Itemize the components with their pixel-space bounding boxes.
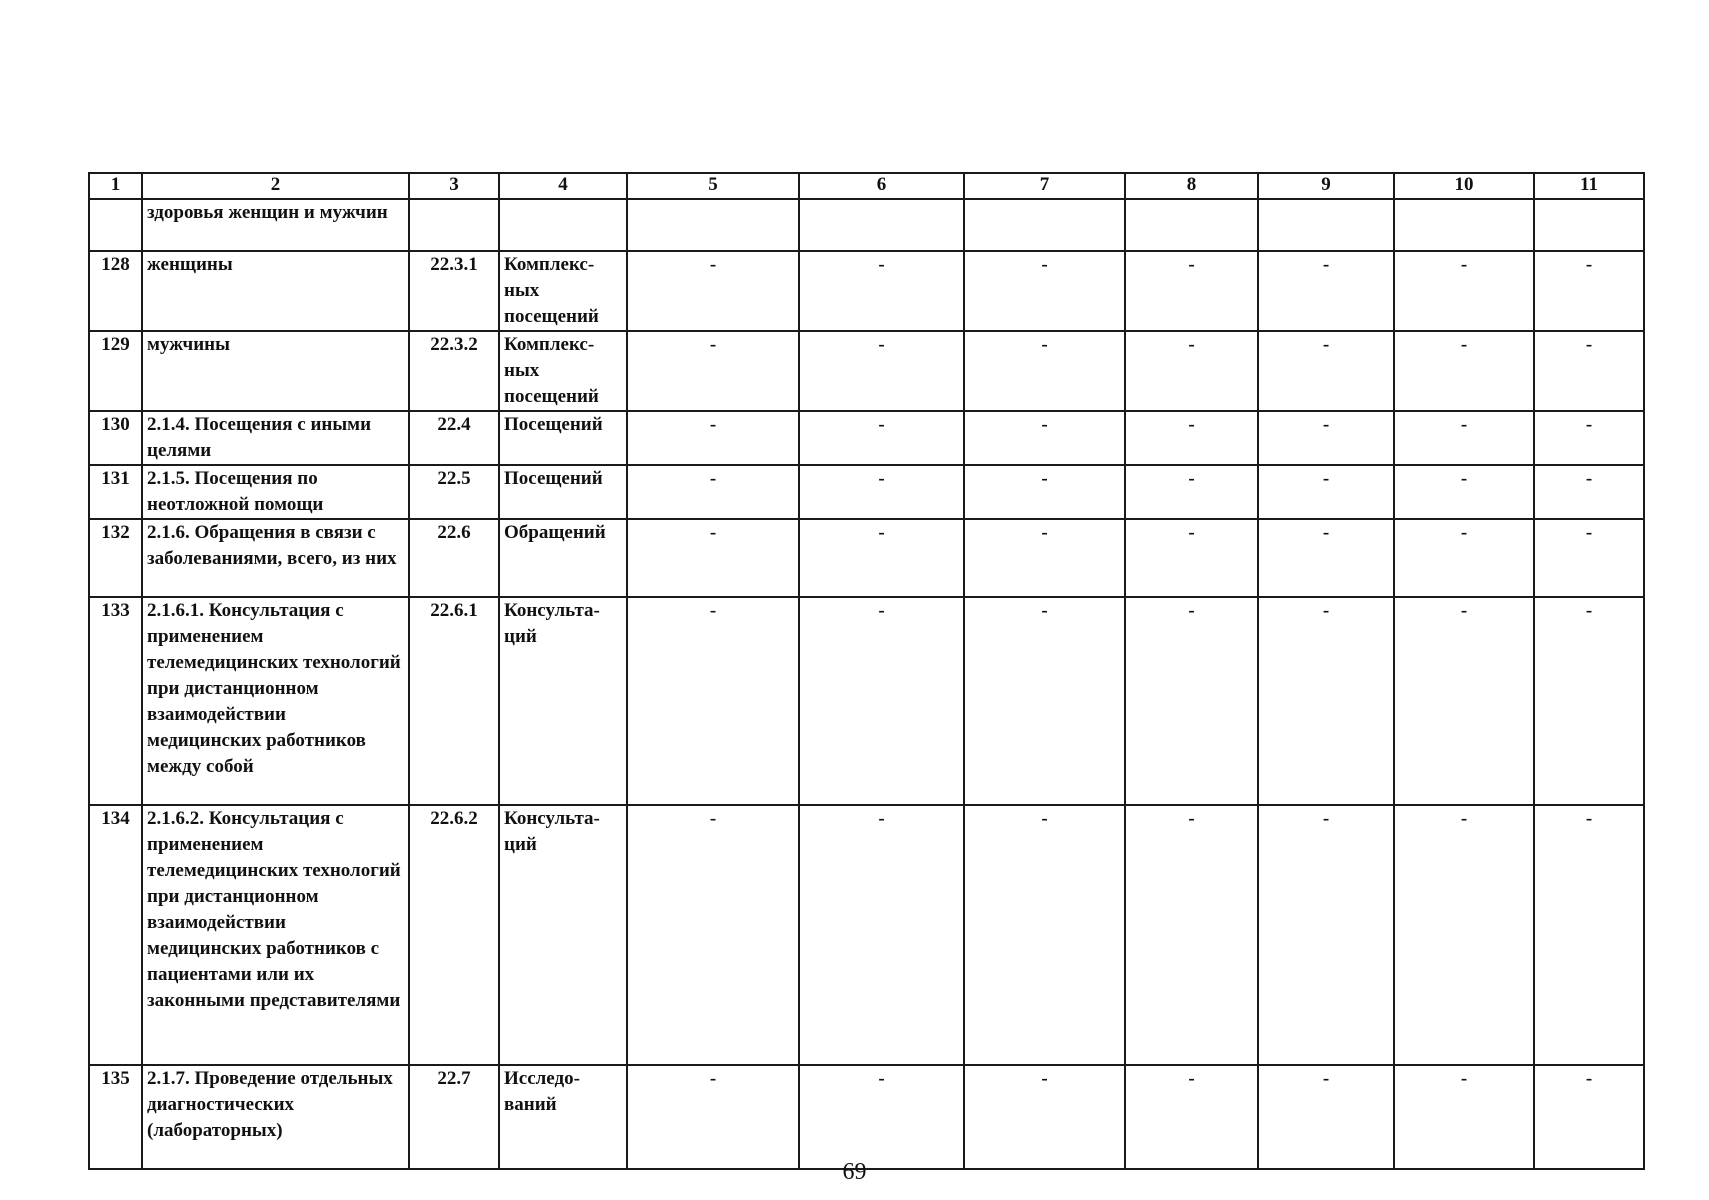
row-value-5: - [627, 411, 799, 465]
row-name: 2.1.4. Посещения с иными целями [142, 411, 409, 465]
row-unit: Консульта-ций [499, 597, 627, 805]
row-value-11: - [1534, 331, 1644, 411]
row-value-11: - [1534, 1065, 1644, 1169]
row-value-7: - [964, 465, 1125, 519]
row-value-6: - [799, 519, 964, 597]
row-value-6: - [799, 465, 964, 519]
row-number: 133 [89, 597, 142, 805]
row-name: 2.1.6.1. Консультация с применением телемедицинских технологий при дистанционном взаимодействии медицинских работников между собой [142, 597, 409, 805]
table-row [89, 199, 1644, 251]
row-name: здоровья женщин и мужчин [142, 199, 409, 251]
row-value-5: - [627, 1065, 799, 1169]
table-row [89, 597, 1644, 805]
row-value-9: - [1258, 1065, 1394, 1169]
table-row [89, 251, 1644, 331]
row-number: 129 [89, 331, 142, 411]
row-unit: Исследо-ваний [499, 1065, 627, 1169]
row-value-11: - [1534, 251, 1644, 331]
row-code: 22.7 [409, 1065, 499, 1169]
row-value-10: - [1394, 465, 1534, 519]
row-value-7: - [964, 251, 1125, 331]
row-value-5: - [627, 251, 799, 331]
row-code: 22.6.2 [409, 805, 499, 1065]
row-value-6: - [799, 411, 964, 465]
row-value-9: - [1258, 465, 1394, 519]
row-name: женщины [142, 251, 409, 331]
row-unit: Посещений [499, 411, 627, 465]
row-value-11: - [1534, 519, 1644, 597]
table-row [89, 465, 1644, 519]
row-value-10: - [1394, 251, 1534, 331]
table-row [89, 331, 1644, 411]
row-name: 2.1.7. Проведение отдельных диагностических (лабораторных) [142, 1065, 409, 1169]
row-unit: Комплекс-ных посещений [499, 251, 627, 331]
table-row [89, 805, 1644, 1065]
page-number: 69 [842, 1159, 867, 1185]
row-number: 131 [89, 465, 142, 519]
row-value-5: - [627, 465, 799, 519]
row-value-5: - [627, 805, 799, 1065]
row-unit: Комплекс-ных посещений [499, 331, 627, 411]
row-value-8: - [1125, 805, 1258, 1065]
col-header-2: 2 [142, 173, 409, 199]
row-code: 22.4 [409, 411, 499, 465]
row-value-9: - [1258, 519, 1394, 597]
row-value-8: - [1125, 411, 1258, 465]
row-value-10: - [1394, 597, 1534, 805]
col-header-4: 4 [499, 173, 627, 199]
row-code: 22.6.1 [409, 597, 499, 805]
row-unit: Обращений [499, 519, 627, 597]
row-name: 2.1.6. Обращения в связи с заболеваниями, всего, из них [142, 519, 409, 597]
row-code [409, 199, 499, 251]
row-value-8: - [1125, 465, 1258, 519]
col-header-8: 8 [1125, 173, 1258, 199]
row-value-7: - [964, 597, 1125, 805]
row-value-11: - [1534, 411, 1644, 465]
row-unit [499, 199, 627, 251]
row-value-9: - [1258, 331, 1394, 411]
row-number: 134 [89, 805, 142, 1065]
col-header-3: 3 [409, 173, 499, 199]
row-value-5: - [627, 519, 799, 597]
row-value-11: - [1534, 465, 1644, 519]
row-value-6: - [799, 251, 964, 331]
row-value-9: - [1258, 805, 1394, 1065]
row-number: 132 [89, 519, 142, 597]
table-row [89, 411, 1644, 465]
row-value-7: - [964, 1065, 1125, 1169]
row-value-7: - [964, 805, 1125, 1065]
col-header-10: 10 [1394, 173, 1534, 199]
col-header-7: 7 [964, 173, 1125, 199]
row-value-9 [1258, 199, 1394, 251]
row-value-5: - [627, 597, 799, 805]
row-value-8 [1125, 199, 1258, 251]
row-value-10 [1394, 199, 1534, 251]
row-value-10: - [1394, 805, 1534, 1065]
col-header-9: 9 [1258, 173, 1394, 199]
row-name: 2.1.5. Посещения по неотложной помощи [142, 465, 409, 519]
row-code: 22.3.1 [409, 251, 499, 331]
row-number: 128 [89, 251, 142, 331]
row-value-9: - [1258, 411, 1394, 465]
table-row [89, 519, 1644, 597]
row-value-6: - [799, 1065, 964, 1169]
row-value-7: - [964, 331, 1125, 411]
row-unit: Консульта-ций [499, 805, 627, 1065]
row-value-11 [1534, 199, 1644, 251]
row-value-8: - [1125, 331, 1258, 411]
col-header-11: 11 [1534, 173, 1644, 199]
table-row [89, 1065, 1644, 1169]
row-value-8: - [1125, 251, 1258, 331]
row-value-9: - [1258, 597, 1394, 805]
row-value-8: - [1125, 597, 1258, 805]
row-value-6: - [799, 805, 964, 1065]
row-code: 22.6 [409, 519, 499, 597]
row-value-7: - [964, 411, 1125, 465]
row-value-10: - [1394, 519, 1534, 597]
header-row [89, 173, 1644, 199]
row-value-5: - [627, 331, 799, 411]
col-header-1: 1 [89, 173, 142, 199]
row-value-7: - [964, 519, 1125, 597]
row-value-5 [627, 199, 799, 251]
row-number: 130 [89, 411, 142, 465]
row-unit: Посещений [499, 465, 627, 519]
row-value-9: - [1258, 251, 1394, 331]
col-header-6: 6 [799, 173, 964, 199]
row-name: мужчины [142, 331, 409, 411]
row-value-10: - [1394, 1065, 1534, 1169]
row-value-11: - [1534, 805, 1644, 1065]
row-value-10: - [1394, 411, 1534, 465]
row-value-10: - [1394, 331, 1534, 411]
row-value-6: - [799, 331, 964, 411]
col-header-5: 5 [627, 173, 799, 199]
row-code: 22.5 [409, 465, 499, 519]
row-name: 2.1.6.2. Консультация с применением телемедицинских технологий при дистанционном взаимодействии медицинских работников с пациентами или их законными представителями [142, 805, 409, 1065]
row-value-8: - [1125, 1065, 1258, 1169]
row-code: 22.3.2 [409, 331, 499, 411]
data-table [88, 172, 1645, 1170]
row-value-7 [964, 199, 1125, 251]
row-value-11: - [1534, 597, 1644, 805]
row-value-6: - [799, 597, 964, 805]
row-value-6 [799, 199, 964, 251]
row-number: 135 [89, 1065, 142, 1169]
row-number [89, 199, 142, 251]
row-value-8: - [1125, 519, 1258, 597]
